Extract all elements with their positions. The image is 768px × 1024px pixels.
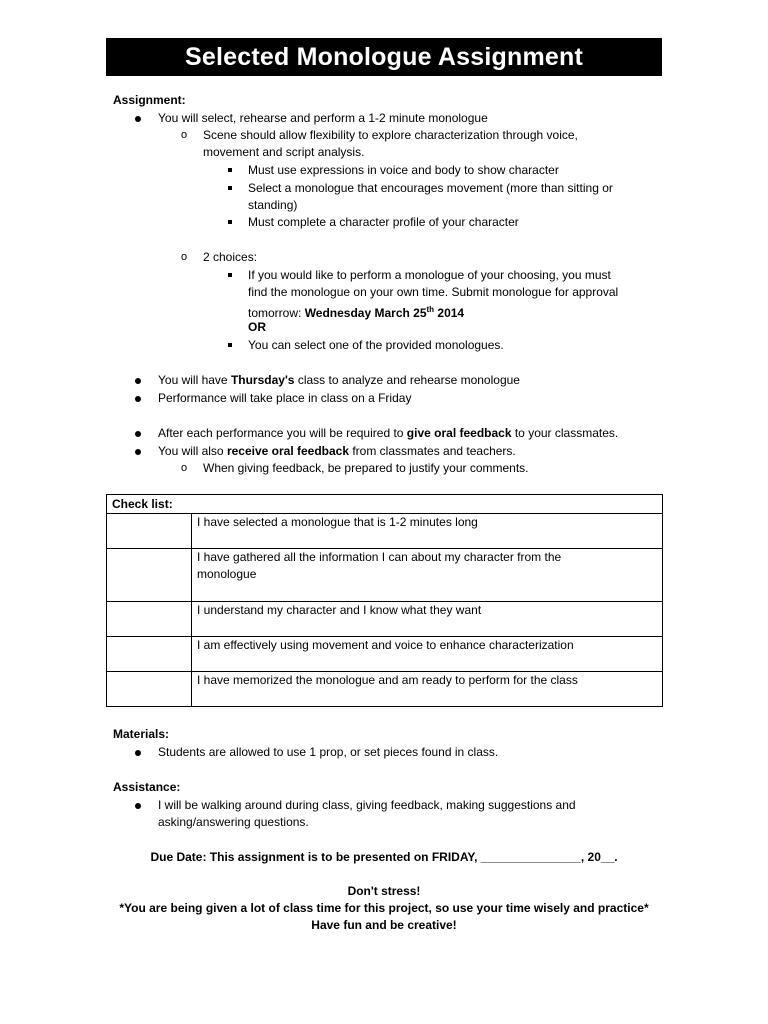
checklist-header-row xyxy=(107,495,663,514)
due-date: Due Date: This assignment is to be presented on FRIDAY, _______________, 20__. xyxy=(150,850,618,864)
checklist-item: I have selected a monologue that is 1-2 minutes long xyxy=(192,514,663,549)
assignment-detail: If you would like to perform a monologue of your choosing, you must xyxy=(248,268,611,282)
page-title: Selected Monologue Assignment xyxy=(185,42,583,71)
assignment-item: You will have Thursday's class to analyze and rehearse monologue xyxy=(158,373,520,387)
checklist-item: I understand my character and I know what they want xyxy=(192,602,663,637)
bullet-icon xyxy=(135,425,143,442)
checklist-item: I am effectively using movement and voice to enhance characterization xyxy=(192,637,663,672)
square-bullet-icon xyxy=(228,180,234,197)
circle-bullet-icon: o xyxy=(181,251,188,263)
bullet-icon xyxy=(135,390,143,407)
title-bar xyxy=(106,38,662,76)
closing-line: *You are being given a lot of class time for this project, so use your time wisely and practice* xyxy=(119,901,649,915)
assignment-subitem: Scene should allow flexibility to explore characterization through voice, xyxy=(203,128,578,142)
square-bullet-icon xyxy=(228,162,234,179)
checklist-header: Check list: xyxy=(107,495,663,514)
bullet-icon xyxy=(135,797,143,814)
square-bullet-icon xyxy=(228,267,234,284)
assignment-item: You will select, rehearse and perform a 1-2 minute monologue xyxy=(158,111,488,125)
checklist-item: I have memorized the monologue and am ready to perform for the class xyxy=(192,672,663,707)
bullet-icon xyxy=(135,372,143,389)
checklist-row xyxy=(107,549,663,602)
checklist-row xyxy=(107,514,663,549)
assignment-detail: tomorrow: Wednesday March 25th 2014 xyxy=(248,305,465,320)
assignment-heading: Assignment: xyxy=(113,93,186,107)
assistance-item: I will be walking around during class, giving feedback, making suggestions and xyxy=(158,798,576,812)
materials-heading: Materials: xyxy=(113,727,170,741)
checklist-checkbox[interactable] xyxy=(107,672,192,707)
assignment-item: After each performance you will be required to give oral feedback to your classmates. xyxy=(158,426,619,440)
checklist-checkbox[interactable] xyxy=(107,602,192,637)
circle-bullet-icon: o xyxy=(181,462,188,474)
assignment-subitem: movement and script analysis. xyxy=(203,145,365,159)
assignment-subitem: 2 choices: xyxy=(203,250,258,264)
checklist-checkbox[interactable] xyxy=(107,549,192,602)
materials-item: Students are allowed to use 1 prop, or set pieces found in class. xyxy=(158,745,499,759)
assignment-detail: standing) xyxy=(248,198,298,212)
bullet-icon xyxy=(135,443,143,460)
assignment-detail: You can select one of the provided monologues. xyxy=(248,338,504,352)
checklist-table xyxy=(106,494,663,707)
assignment-detail: Select a monologue that encourages movement (more than sitting or xyxy=(248,181,613,195)
bullet-icon xyxy=(135,110,143,127)
checklist-checkbox[interactable] xyxy=(107,637,192,672)
bullet-icon xyxy=(135,744,143,761)
checklist-checkbox[interactable] xyxy=(107,514,192,549)
or-label: OR xyxy=(248,320,266,334)
assignment-detail: find the monologue on your own time. Submit monologue for approval xyxy=(248,285,619,299)
assignment-item: Performance will take place in class on a Friday xyxy=(158,391,412,405)
assignment-item: You will also receive oral feedback from classmates and teachers. xyxy=(158,444,516,458)
checklist-item: I have gathered all the information I can about my character from the monologue xyxy=(192,549,663,602)
assistance-heading: Assistance: xyxy=(113,780,181,794)
assistance-item: asking/answering questions. xyxy=(158,815,309,829)
checklist-row xyxy=(107,672,663,707)
assignment-detail: Must complete a character profile of your character xyxy=(248,215,519,229)
checklist-row xyxy=(107,637,663,672)
square-bullet-icon xyxy=(228,337,234,354)
assignment-detail: Must use expressions in voice and body to show character xyxy=(248,163,559,177)
assignment-subitem: When giving feedback, be prepared to justify your comments. xyxy=(203,461,529,475)
closing-line: Have fun and be creative! xyxy=(311,918,457,932)
closing-line: Don't stress! xyxy=(347,884,421,898)
checklist-row xyxy=(107,602,663,637)
square-bullet-icon xyxy=(228,214,234,231)
circle-bullet-icon: o xyxy=(181,129,188,141)
